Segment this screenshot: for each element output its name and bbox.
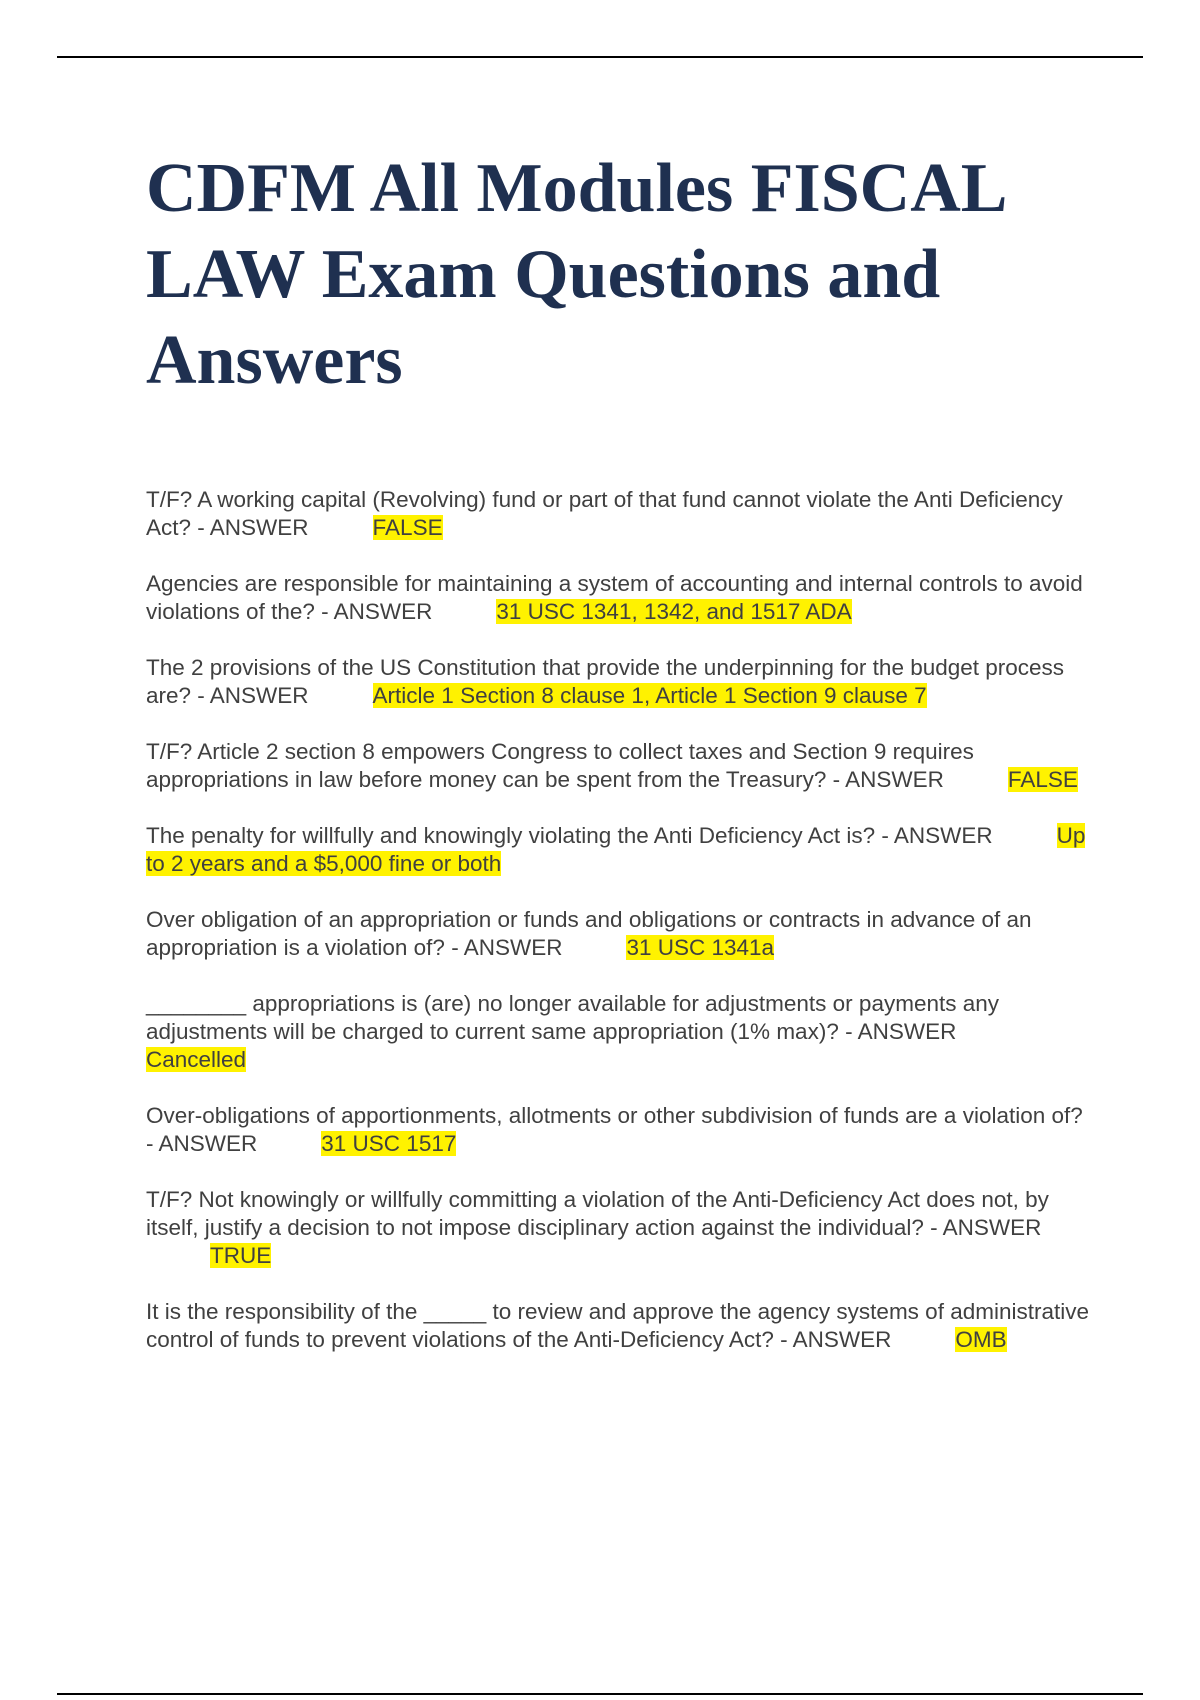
qa-item-4 [146,738,1091,794]
question-text: Agencies are responsible for maintaining a system of accounting and internal controls to avoid violations of the? - ANSWER [146,571,1083,624]
question-text: Over-obligations of apportionments, allotments or other subdivision of funds are a violation of? - ANSWER [146,1103,1083,1156]
qa-item-1 [146,486,1091,542]
answer-highlight: Article 1 Section 8 clause 1, Article 1 Section 9 clause 7 [372,683,927,708]
answer-highlight: Cancelled [146,1047,247,1072]
question-text: T/F? A working capital (Revolving) fund or part of that fund cannot violate the Anti Deficiency Act? - ANSWER [146,487,1063,540]
qa-item-10 [146,1298,1091,1354]
question-text: T/F? Not knowingly or willfully committing a violation of the Anti-Deficiency Act does not, by itself, justify a decision to not impose disciplinary action against the individual? - ANSWER [146,1187,1049,1240]
question-text: It is the responsibility of the _____ to review and approve the agency systems of administrative control of funds to prevent violations of the Anti-Deficiency Act? - ANSWER [146,1299,1090,1352]
qa-item-8 [146,1102,1091,1158]
answer-highlight: 31 USC 1517 [321,1131,457,1156]
qa-item-3 [146,654,1091,710]
answer-highlight: FALSE [1007,767,1078,792]
qa-item-9 [146,1186,1091,1270]
qa-item-5 [146,822,1091,878]
answer-highlight: TRUE [210,1243,272,1268]
question-text: The penalty for willfully and knowingly violating the Anti Deficiency Act is? - ANSWER [146,823,993,848]
answer-highlight: FALSE [372,515,443,540]
answer-highlight: Up to 2 years and a $5,000 fine or both [146,823,1086,876]
question-text: The 2 provisions of the US Constitution that provide the underpinning for the budget process are? - ANSWER [146,655,1065,708]
qa-item-7 [146,990,1091,1074]
answer-highlight: 31 USC 1341a [626,935,775,960]
answer-highlight: 31 USC 1341, 1342, and 1517 ADA [496,599,852,624]
bottom-rule [57,1693,1143,1695]
question-text: ________ appropriations is (are) no longer available for adjustments or payments any adjustments will be charged to current same appropriation (1% max)? - ANSWER [146,991,1000,1044]
qa-list [146,486,1091,1382]
qa-item-6 [146,906,1091,962]
question-text: T/F? Article 2 section 8 empowers Congress to collect taxes and Section 9 requires appropriations in law before money can be spent from the Treasury? - ANSWER [146,739,974,792]
answer-highlight: OMB [955,1327,1007,1352]
question-text: Over obligation of an appropriation or funds and obligations or contracts in advance of an appropriation is a violation of? - ANSWER [146,907,1032,960]
top-rule [57,56,1143,58]
document-title: CDFM All Modules FISCAL LAW Exam Questions and Answers [146,150,1004,399]
qa-item-2 [146,570,1091,626]
